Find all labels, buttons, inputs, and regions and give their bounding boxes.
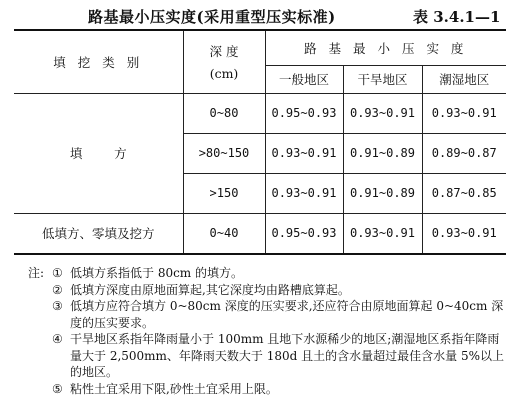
note-text: 低填方系指低于 80cm 的填方。 [70,266,243,280]
note-text: 粘性土宜采用下限,砂性土宜采用上限。 [70,381,278,396]
header-depth-unit: (cm) [209,66,239,82]
table-row [14,213,506,254]
header-region-arid: 干旱地区 [343,65,422,93]
header-compaction: 路 基 最 小 压 实 度 [265,30,506,65]
depth-cell: >150 [183,173,265,213]
note-marker: ① [52,266,63,280]
table-row [14,93,506,133]
value-cell: 0.93~0.91 [422,93,506,133]
note-marker: ③ [52,299,63,313]
depth-cell: >80~150 [183,133,265,173]
value-cell: 0.87~0.85 [422,173,506,213]
table-caption: 路基最小压实度(采用重型压实标准) [88,8,336,26]
category-fill: 填 方 [14,93,183,213]
header-depth [183,30,265,93]
note-text: 低填方深度由原地面算起,其它深度均由路槽底算起。 [70,282,350,297]
value-cell: 0.89~0.87 [422,133,506,173]
note-text: 低填方应符合填方 0~80cm 深度的压实要求,还应符合由原地面算起 0~40cm 深度的压实要求。 [70,299,504,330]
note-text: 干旱地区系指年降雨量小于 100mm 且地下水源稀少的地区;潮湿地区系指年降雨量大于 2,500mm、年降雨天数大于 180d 且土的含水量超过最佳含水量 5%以上的地区。 [70,332,504,379]
table-notes [28,265,508,397]
table-title-bar [0,6,514,26]
value-cell: 0.93~0.91 [343,93,422,133]
header-depth-label: 深 度 [209,44,239,60]
note-item [42,282,508,299]
value-cell: 0.93~0.91 [422,213,506,254]
note-marker: ④ [52,332,63,346]
compaction-table [14,29,506,255]
value-cell: 0.93~0.91 [265,133,343,173]
value-cell: 0.95~0.93 [265,93,343,133]
note-item [42,381,508,398]
header-region-humid: 潮湿地区 [422,65,506,93]
depth-cell: 0~40 [183,213,265,254]
note-item [28,265,508,282]
value-cell: 0.95~0.93 [265,213,343,254]
note-marker: ② [52,282,63,297]
depth-cell: 0~80 [183,93,265,133]
notes-lead: 注: [28,266,45,280]
header-row-1 [14,30,506,65]
category-low-fill: 低填方、零填及挖方 [14,213,183,254]
note-marker: ⑤ [52,381,63,396]
note-item [42,298,508,331]
value-cell: 0.93~0.91 [343,213,422,254]
table-number: 表 3.4.1—1 [413,8,501,26]
header-region-general: 一般地区 [265,65,343,93]
header-category: 填 挖 类 别 [14,30,183,93]
value-cell: 0.93~0.91 [265,173,343,213]
note-item [42,331,508,381]
value-cell: 0.91~0.89 [343,133,422,173]
value-cell: 0.91~0.89 [343,173,422,213]
